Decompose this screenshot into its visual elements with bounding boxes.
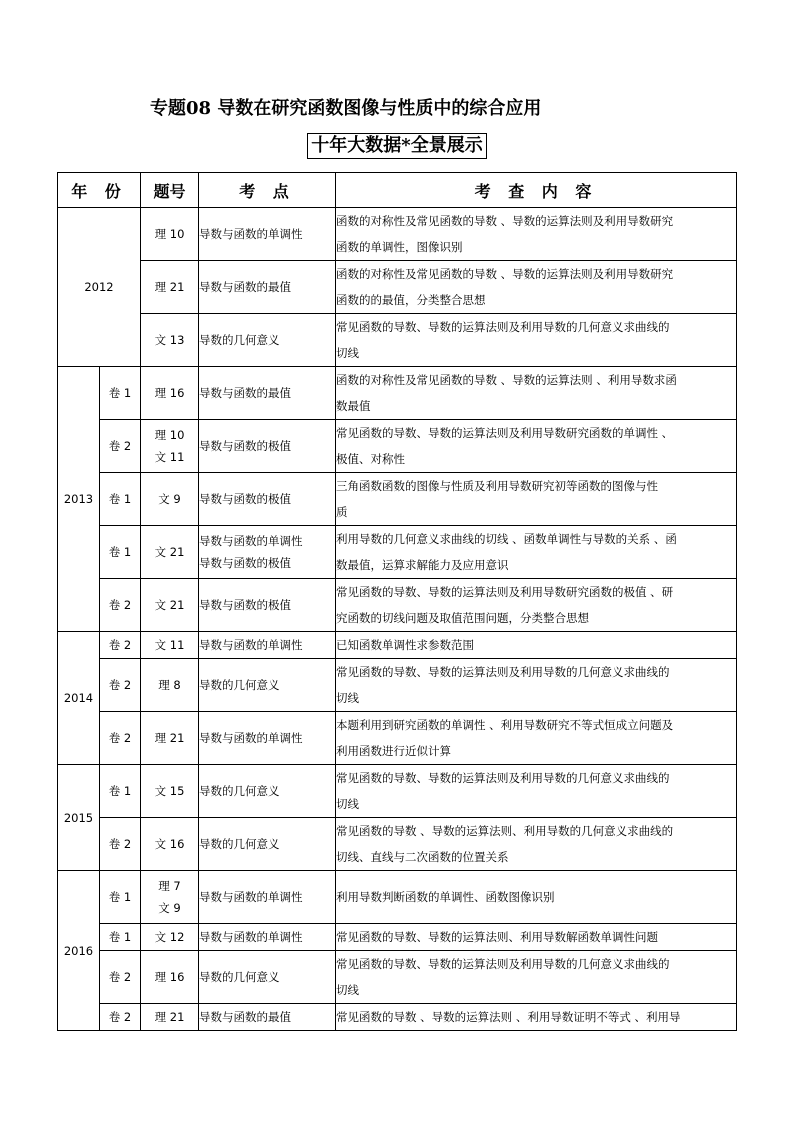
topic-text: 导数的几何意义 [199,784,280,798]
topic-cell [199,765,336,818]
content-line: 数最值，运算求解能力及应用意识 [336,558,509,572]
question-number-cell [141,1004,199,1031]
question-number-cell [141,420,199,473]
topic-cell [199,1004,336,1031]
content-line: 常见函数的导数 、导数的运算法则、利用导数的几何意义求曲线的 [336,824,674,838]
content-cell [336,818,737,871]
volume-cell: 卷 2 [100,951,141,1004]
question-number: 文 9 [158,901,181,915]
volume-cell: 卷 2 [100,818,141,871]
content-line: 切线 [336,346,360,360]
content-line: 利用导数判断函数的单调性、函数图像识别 [336,890,555,904]
topic-cell [199,712,336,765]
question-number-cell [141,579,199,632]
content-cell [336,208,737,261]
content-cell [336,314,737,367]
question-number: 理 8 [158,678,181,692]
topic-text: 导数与函数的极值 [199,598,292,612]
content-line: 已知函数单调性求参数范围 [336,638,475,652]
table-row [58,473,737,526]
content-line: 利用函数进行近似计算 [336,744,452,758]
table-row [58,526,737,579]
question-number-cell [141,473,199,526]
exam-table [57,172,737,1031]
content-cell [336,871,737,924]
topic-text: 导数与函数的单调性 [199,930,303,944]
topic-cell [199,261,336,314]
topic-text: 导数与函数的最值 [199,386,292,400]
volume-cell: 卷 1 [100,367,141,420]
content-cell [336,924,737,951]
question-number-cell [141,367,199,420]
question-number-cell [141,208,199,261]
volume-cell: 卷 1 [100,473,141,526]
question-number-cell [141,871,199,924]
question-number: 理 21 [154,731,185,745]
table-row [58,261,737,314]
question-number: 理 16 [154,970,185,984]
topic-cell [199,208,336,261]
question-number: 理 16 [154,386,185,400]
table-row [58,765,737,818]
topic-cell [199,951,336,1004]
year-cell: 2016 [58,871,100,1031]
question-number-cell [141,632,199,659]
topic-text: 导数与函数的单调性 [199,638,303,652]
content-line: 常见函数的导数、导数的运算法则及利用导数的几何意义求曲线的 [336,771,670,785]
topic-cell [199,818,336,871]
content-cell [336,659,737,712]
table-header-row [58,173,737,208]
topic-cell [199,579,336,632]
question-number: 文 21 [154,598,185,612]
content-line: 数最值 [336,399,371,413]
table-row [58,420,737,473]
table-row [58,1004,737,1031]
question-number-cell [141,659,199,712]
volume-cell: 卷 2 [100,712,141,765]
content-cell [336,579,737,632]
topic-cell [199,420,336,473]
table-row [58,579,737,632]
question-number: 文 9 [158,492,181,506]
content-cell [336,1004,737,1031]
topic-text: 导数与函数的极值 [199,492,292,506]
question-number: 理 7 [158,879,181,893]
topic-text: 导数的几何意义 [199,970,280,984]
content-line: 函数的对称性及常见函数的导数 、导数的运算法则及利用导数研究 [336,267,674,281]
question-number: 理 21 [154,280,185,294]
year-cell: 2013 [58,367,100,632]
header-year: 年 份 [58,173,141,208]
topic-cell [199,659,336,712]
page-title: 专题08 导数在研究函数图像与性质中的综合应用 [150,98,542,119]
content-line: 本题利用到研究函数的单调性 、利用导数研究不等式恒成立问题及 [336,718,674,732]
table-row [58,818,737,871]
subtitle-wrap [0,133,794,159]
content-line: 常见函数的导数、导数的运算法则及利用导数的几何意义求曲线的 [336,665,670,679]
volume-cell: 卷 1 [100,924,141,951]
content-line: 常见函数的导数、导数的运算法则及利用导数的几何意义求曲线的 [336,320,670,334]
topic-text: 导数的几何意义 [199,678,280,692]
topic-cell [199,871,336,924]
volume-cell: 卷 1 [100,765,141,818]
volume-cell: 卷 1 [100,871,141,924]
question-number: 理 21 [154,1010,185,1024]
content-line: 极值、对称性 [336,452,406,466]
content-line: 函数的对称性及常见函数的导数 、导数的运算法则 、利用导数求函 [336,373,677,387]
question-number-cell [141,712,199,765]
content-line: 函数的单调性，图像识别 [336,240,463,254]
topic-text: 导数的几何意义 [199,837,280,851]
table-row [58,951,737,1004]
header-topic: 考 点 [199,173,336,208]
table-row [58,659,737,712]
question-number: 文 12 [154,930,185,944]
question-number-cell [141,951,199,1004]
topic-cell [199,526,336,579]
year-cell: 2014 [58,632,100,765]
content-line: 常见函数的导数、导数的运算法则、利用导数解函数单调性问题 [336,930,659,944]
table-row [58,314,737,367]
table-row [58,367,737,420]
content-line: 三角函数函数的图像与性质及利用导数研究初等函数的图像与性 [336,479,659,493]
topic-text: 导数与函数的最值 [199,280,292,294]
topic-text: 导数与函数的最值 [199,1010,292,1024]
header-content: 考 查 内 容 [336,173,737,208]
content-cell [336,473,737,526]
topic-text: 导数与函数的单调性 [199,731,303,745]
question-number: 文 15 [154,784,185,798]
question-number-cell [141,314,199,367]
topic-cell [199,314,336,367]
topic-text: 导数的几何意义 [199,333,280,347]
topic-text: 导数与函数的单调性 [199,227,303,241]
question-number: 理 10 [154,227,185,241]
content-line: 函数的的最值，分类整合思想 [336,293,486,307]
content-line: 切线 [336,797,360,811]
question-number-cell [141,261,199,314]
page-subtitle: 十年大数据*全景展示 [307,133,486,159]
question-number: 文 16 [154,837,185,851]
content-line: 函数的对称性及常见函数的导数 、导数的运算法则及利用导数研究 [336,214,674,228]
table-row [58,208,737,261]
content-line: 常见函数的导数 、导数的运算法则 、利用导数证明不等式 、利用导 [336,1010,681,1024]
content-cell [336,765,737,818]
content-line: 质 [336,505,348,519]
content-line: 常见函数的导数、导数的运算法则及利用导数研究函数的单调性 、 [336,426,674,440]
content-line: 利用导数的几何意义求曲线的切线 、函数单调性与导数的关系 、函 [336,532,677,546]
volume-cell: 卷 2 [100,420,141,473]
table-row [58,871,737,924]
table-row [58,924,737,951]
content-line: 常见函数的导数、导数的运算法则及利用导数的几何意义求曲线的 [336,957,670,971]
question-number: 文 11 [154,450,185,464]
content-line: 切线、直线与二次函数的位置关系 [336,850,509,864]
content-line: 切线 [336,691,360,705]
content-line: 常见函数的导数、导数的运算法则及利用导数研究函数的极值 、研 [336,585,674,599]
topic-text: 导数与函数的极值 [199,556,292,570]
volume-cell: 卷 2 [100,632,141,659]
topic-cell [199,473,336,526]
content-cell [336,951,737,1004]
table-body [58,208,737,1031]
question-number-cell [141,765,199,818]
question-number: 文 11 [154,638,185,652]
question-number: 文 21 [154,545,185,559]
content-cell [336,420,737,473]
content-cell [336,712,737,765]
content-line: 切线 [336,983,360,997]
header-qnum: 题号 [141,173,199,208]
content-cell [336,367,737,420]
year-cell: 2012 [58,208,141,367]
topic-text: 导数与函数的单调性 [199,890,303,904]
topic-text: 导数与函数的单调性 [199,534,303,548]
content-cell [336,526,737,579]
topic-cell [199,632,336,659]
content-line: 究函数的切线问题及取值范围问题，分类整合思想 [336,611,590,625]
table-row [58,712,737,765]
topic-text: 导数与函数的极值 [199,439,292,453]
question-number-cell [141,924,199,951]
topic-cell [199,924,336,951]
topic-cell [199,367,336,420]
question-number-cell [141,526,199,579]
question-number-cell [141,818,199,871]
content-cell [336,261,737,314]
year-cell: 2015 [58,765,100,871]
table-row [58,632,737,659]
question-number: 文 13 [154,333,185,347]
volume-cell: 卷 2 [100,659,141,712]
content-cell [336,632,737,659]
volume-cell: 卷 1 [100,526,141,579]
volume-cell: 卷 2 [100,579,141,632]
question-number: 理 10 [154,428,185,442]
volume-cell: 卷 2 [100,1004,141,1031]
